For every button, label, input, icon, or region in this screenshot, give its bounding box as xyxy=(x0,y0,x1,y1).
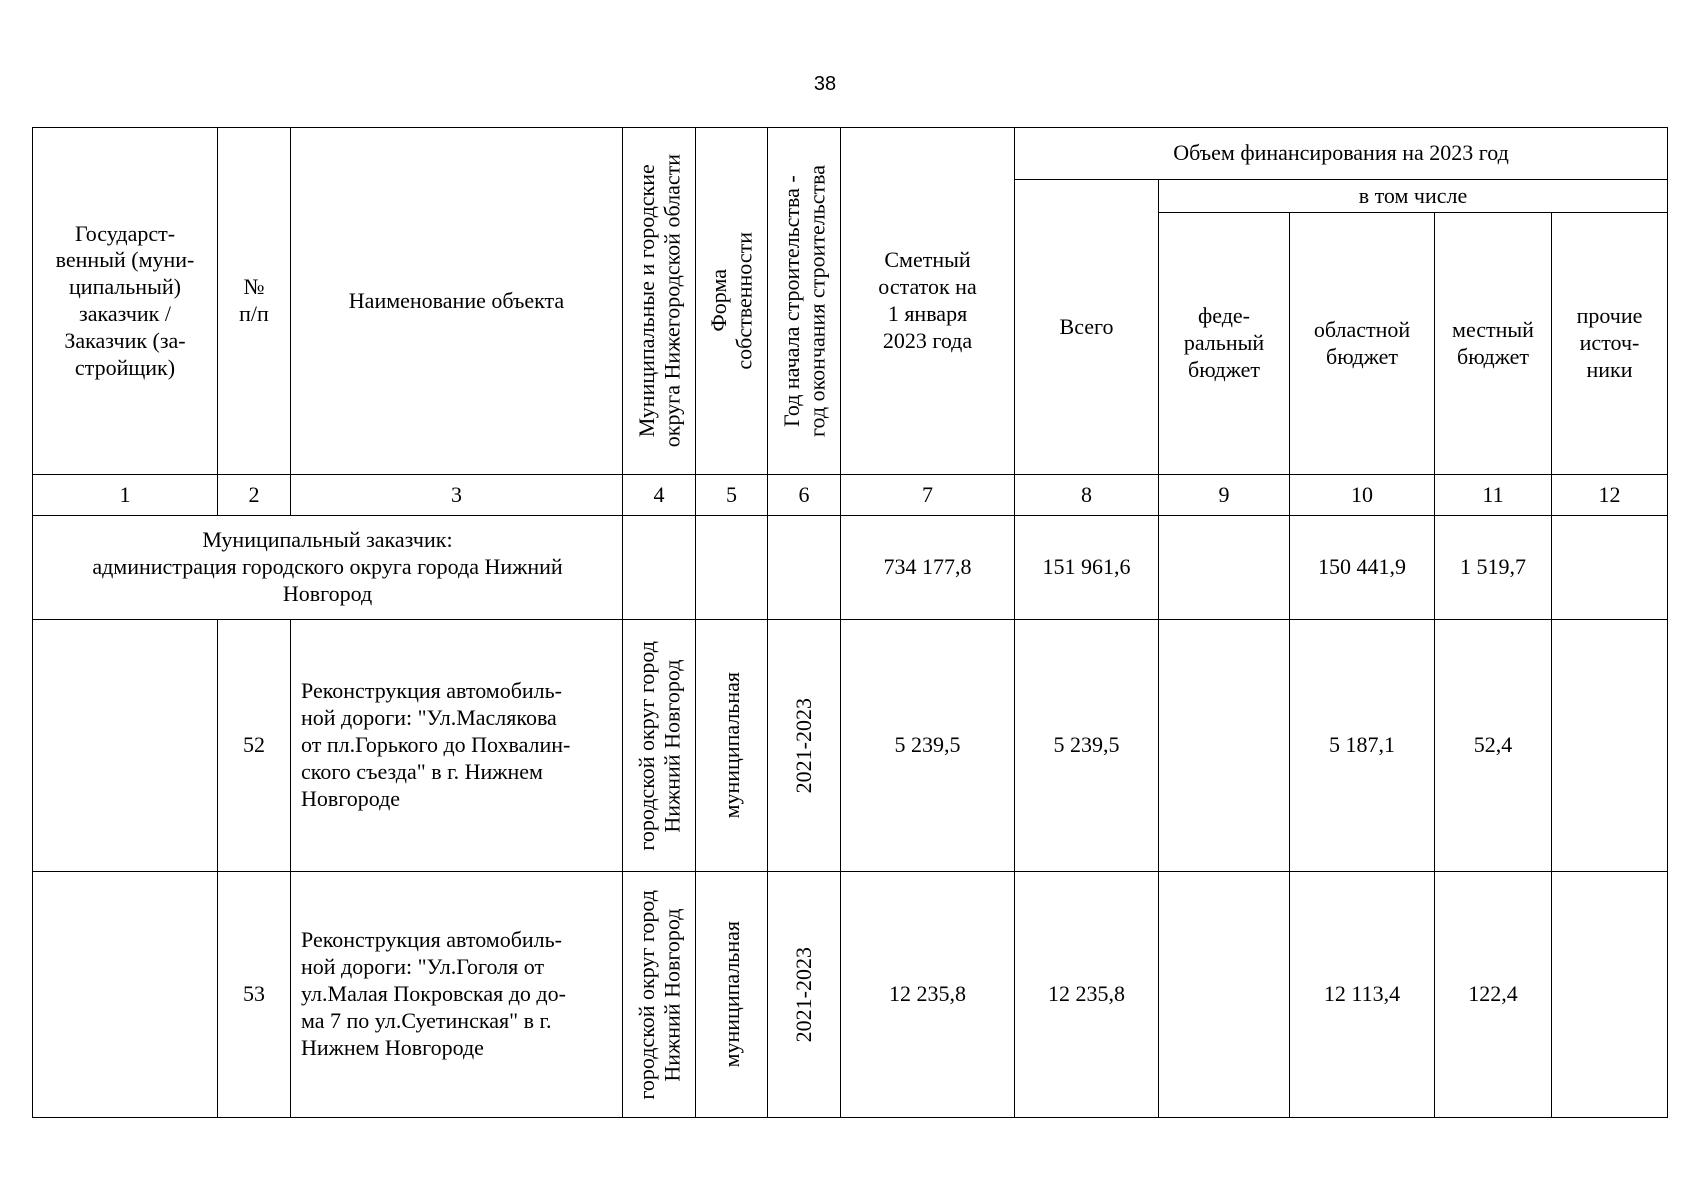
row-district: городской округ город Нижний Новгород xyxy=(623,620,696,872)
financing-table xyxy=(32,127,1668,1118)
table-row xyxy=(33,620,1668,872)
row-years: 2021-2023 xyxy=(768,872,841,1118)
row-estimate: 12 235,8 xyxy=(841,872,1015,1118)
row-number: 53 xyxy=(218,872,291,1118)
header-estimate: Сметный остаток на 1 января 2023 года xyxy=(841,128,1015,475)
column-number: 8 xyxy=(1015,475,1159,516)
row-customer xyxy=(33,620,218,872)
row-district: городской округ город Нижний Новгород xyxy=(623,872,696,1118)
header-regional: областной бюджет xyxy=(1290,213,1435,475)
row-ownership: муниципальная xyxy=(696,620,768,872)
customer-ownership xyxy=(696,516,768,620)
header-customer: Государст- венный (муни- ципальный) заказчик / Заказчик (за- стройщик) xyxy=(33,128,218,475)
header-funding-group: Объем финансирования на 2023 год xyxy=(1015,128,1668,180)
column-numbers-row xyxy=(33,475,1668,516)
row-ownership: муниципальная xyxy=(696,872,768,1118)
row-federal xyxy=(1159,872,1290,1118)
column-number: 5 xyxy=(696,475,768,516)
header-years: Год начала строительства - год окончания строительства xyxy=(768,128,841,475)
header-including: в том числе xyxy=(1159,180,1668,213)
customer-total: 151 961,6 xyxy=(1015,516,1159,620)
row-total: 5 239,5 xyxy=(1015,620,1159,872)
column-number: 10 xyxy=(1290,475,1435,516)
column-number: 9 xyxy=(1159,475,1290,516)
row-object-name: Реконструкция автомобиль- ной дороги: "Ул.Маслякова от пл.Горького до Похвалин- ского съезда" в г. Нижнем Новгороде xyxy=(291,620,623,872)
row-regional: 12 113,4 xyxy=(1290,872,1435,1118)
customer-label: Муниципальный заказчик: администрация городского округа города Нижний Новгород xyxy=(33,516,623,620)
row-estimate: 5 239,5 xyxy=(841,620,1015,872)
row-total: 12 235,8 xyxy=(1015,872,1159,1118)
row-regional: 5 187,1 xyxy=(1290,620,1435,872)
row-customer xyxy=(33,872,218,1118)
column-number: 1 xyxy=(33,475,218,516)
customer-years xyxy=(768,516,841,620)
column-number: 2 xyxy=(218,475,291,516)
header-local: местный бюджет xyxy=(1435,213,1552,475)
customer-other xyxy=(1552,516,1668,620)
column-number: 6 xyxy=(768,475,841,516)
column-number: 11 xyxy=(1435,475,1552,516)
column-number: 12 xyxy=(1552,475,1668,516)
row-local: 52,4 xyxy=(1435,620,1552,872)
customer-local: 1 519,7 xyxy=(1435,516,1552,620)
header-number: № п/п xyxy=(218,128,291,475)
header-federal: феде- ральный бюджет xyxy=(1159,213,1290,475)
column-number: 7 xyxy=(841,475,1015,516)
row-other xyxy=(1552,872,1668,1118)
row-object-name: Реконструкция автомобиль- ной дороги: "Ул.Гоголя от ул.Малая Покровская до до- ма 7 по ул.Суетинская" в г. Нижнем Новгороде xyxy=(291,872,623,1118)
column-number: 3 xyxy=(291,475,623,516)
row-local: 122,4 xyxy=(1435,872,1552,1118)
header-total: Всего xyxy=(1015,180,1159,475)
row-federal xyxy=(1159,620,1290,872)
row-years: 2021-2023 xyxy=(768,620,841,872)
customer-row xyxy=(33,516,1668,620)
header-object-name: Наименование объекта xyxy=(291,128,623,475)
customer-regional: 150 441,9 xyxy=(1290,516,1435,620)
header-district: Муниципальные и городские округа Нижегородской области xyxy=(623,128,696,475)
column-number: 4 xyxy=(623,475,696,516)
page-number: 38 xyxy=(813,73,837,95)
customer-estimate: 734 177,8 xyxy=(841,516,1015,620)
customer-district xyxy=(623,516,696,620)
table-row xyxy=(33,872,1668,1118)
customer-federal xyxy=(1159,516,1290,620)
row-number: 52 xyxy=(218,620,291,872)
header-other: прочие источ- ники xyxy=(1552,213,1668,475)
header-ownership: Форма собственности xyxy=(696,128,768,475)
row-other xyxy=(1552,620,1668,872)
